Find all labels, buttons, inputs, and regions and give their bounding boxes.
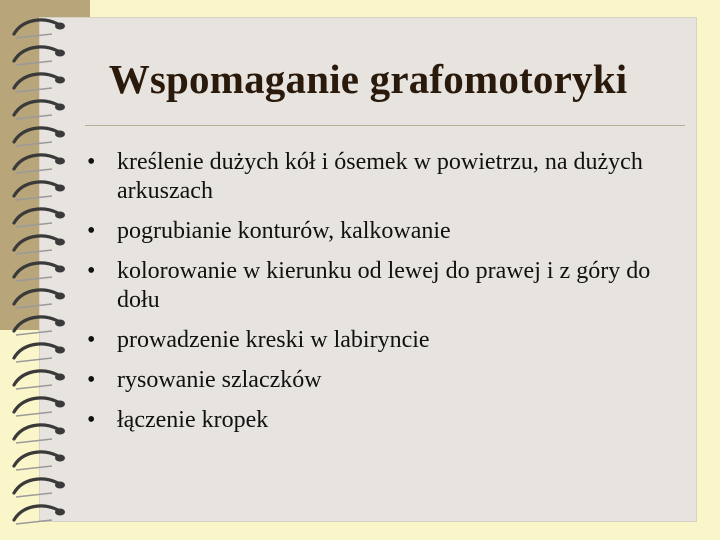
binding-shadow bbox=[16, 520, 52, 524]
bullet-item bbox=[85, 366, 685, 395]
binding-ring bbox=[14, 101, 58, 115]
binding-hole bbox=[55, 320, 65, 327]
binding-shadow bbox=[16, 142, 52, 146]
binding-ring bbox=[14, 344, 58, 358]
bullet-icon: • bbox=[87, 218, 96, 244]
title-divider bbox=[85, 125, 685, 126]
binding-ring bbox=[14, 263, 58, 277]
bullet-item bbox=[85, 326, 685, 355]
binding-hole bbox=[55, 266, 65, 273]
bullet-text: prowadzenie kreski w labiryncie bbox=[117, 327, 430, 353]
bullet-item bbox=[85, 257, 685, 315]
binding-hole bbox=[55, 104, 65, 111]
binding-ring bbox=[14, 506, 58, 520]
binding-shadow bbox=[16, 331, 52, 335]
bullet-icon: • bbox=[87, 367, 96, 393]
binding-hole bbox=[55, 131, 65, 138]
bullet-text: kolorowanie w kierunku od lewej do prawej i z góry do dołu bbox=[117, 258, 651, 313]
binding-ring bbox=[14, 209, 58, 223]
binding-hole bbox=[55, 347, 65, 354]
binding-hole bbox=[55, 509, 65, 516]
binding-shadow bbox=[16, 385, 52, 389]
binding-ring bbox=[14, 155, 58, 169]
binding-shadow bbox=[16, 358, 52, 362]
bullet-item bbox=[85, 217, 685, 246]
bullet-text: pogrubianie konturów, kalkowanie bbox=[117, 218, 451, 244]
binding-hole bbox=[55, 212, 65, 219]
binding-shadow bbox=[16, 169, 52, 173]
binding-ring bbox=[14, 452, 58, 466]
binding-ring bbox=[14, 398, 58, 412]
binding-ring bbox=[14, 371, 58, 385]
binding-hole bbox=[55, 374, 65, 381]
binding-hole bbox=[55, 401, 65, 408]
binding-hole bbox=[55, 23, 65, 30]
bullet-icon: • bbox=[87, 258, 96, 284]
binding-shadow bbox=[16, 493, 52, 497]
binding-shadow bbox=[16, 223, 52, 227]
binding-ring bbox=[14, 128, 58, 142]
binding-shadow bbox=[16, 439, 52, 443]
binding-hole bbox=[55, 158, 65, 165]
binding-shadow bbox=[16, 196, 52, 200]
binding-shadow bbox=[16, 115, 52, 119]
binding-hole bbox=[55, 185, 65, 192]
binding-hole bbox=[55, 239, 65, 246]
binding-shadow bbox=[16, 277, 52, 281]
slide-title: Wspomaganie grafomotoryki bbox=[108, 56, 628, 102]
binding-hole bbox=[55, 455, 65, 462]
binding-hole bbox=[55, 293, 65, 300]
binding-ring bbox=[14, 317, 58, 331]
binding-shadow bbox=[16, 250, 52, 254]
bullet-text: kreślenie dużych kół i ósemek w powietrzu, na dużych arkuszach bbox=[117, 149, 643, 204]
binding-shadow bbox=[16, 34, 52, 38]
binding-shadow bbox=[16, 412, 52, 416]
bullet-text: łączenie kropek bbox=[117, 407, 269, 433]
bullet-item bbox=[85, 148, 685, 206]
binding-ring bbox=[14, 20, 58, 34]
binding-ring bbox=[14, 182, 58, 196]
binding-ring bbox=[14, 236, 58, 250]
binding-hole bbox=[55, 428, 65, 435]
bullet-text: rysowanie szlaczków bbox=[117, 367, 322, 393]
bullet-icon: • bbox=[87, 149, 96, 175]
binding-shadow bbox=[16, 466, 52, 470]
bullet-item bbox=[85, 406, 685, 435]
bullet-icon: • bbox=[87, 407, 96, 433]
bullet-list bbox=[85, 148, 685, 446]
binding-ring bbox=[14, 290, 58, 304]
binding-ring bbox=[14, 425, 58, 439]
binding-shadow bbox=[16, 304, 52, 308]
binding-hole bbox=[55, 482, 65, 489]
bullet-icon: • bbox=[87, 327, 96, 353]
binding-ring bbox=[14, 479, 58, 493]
